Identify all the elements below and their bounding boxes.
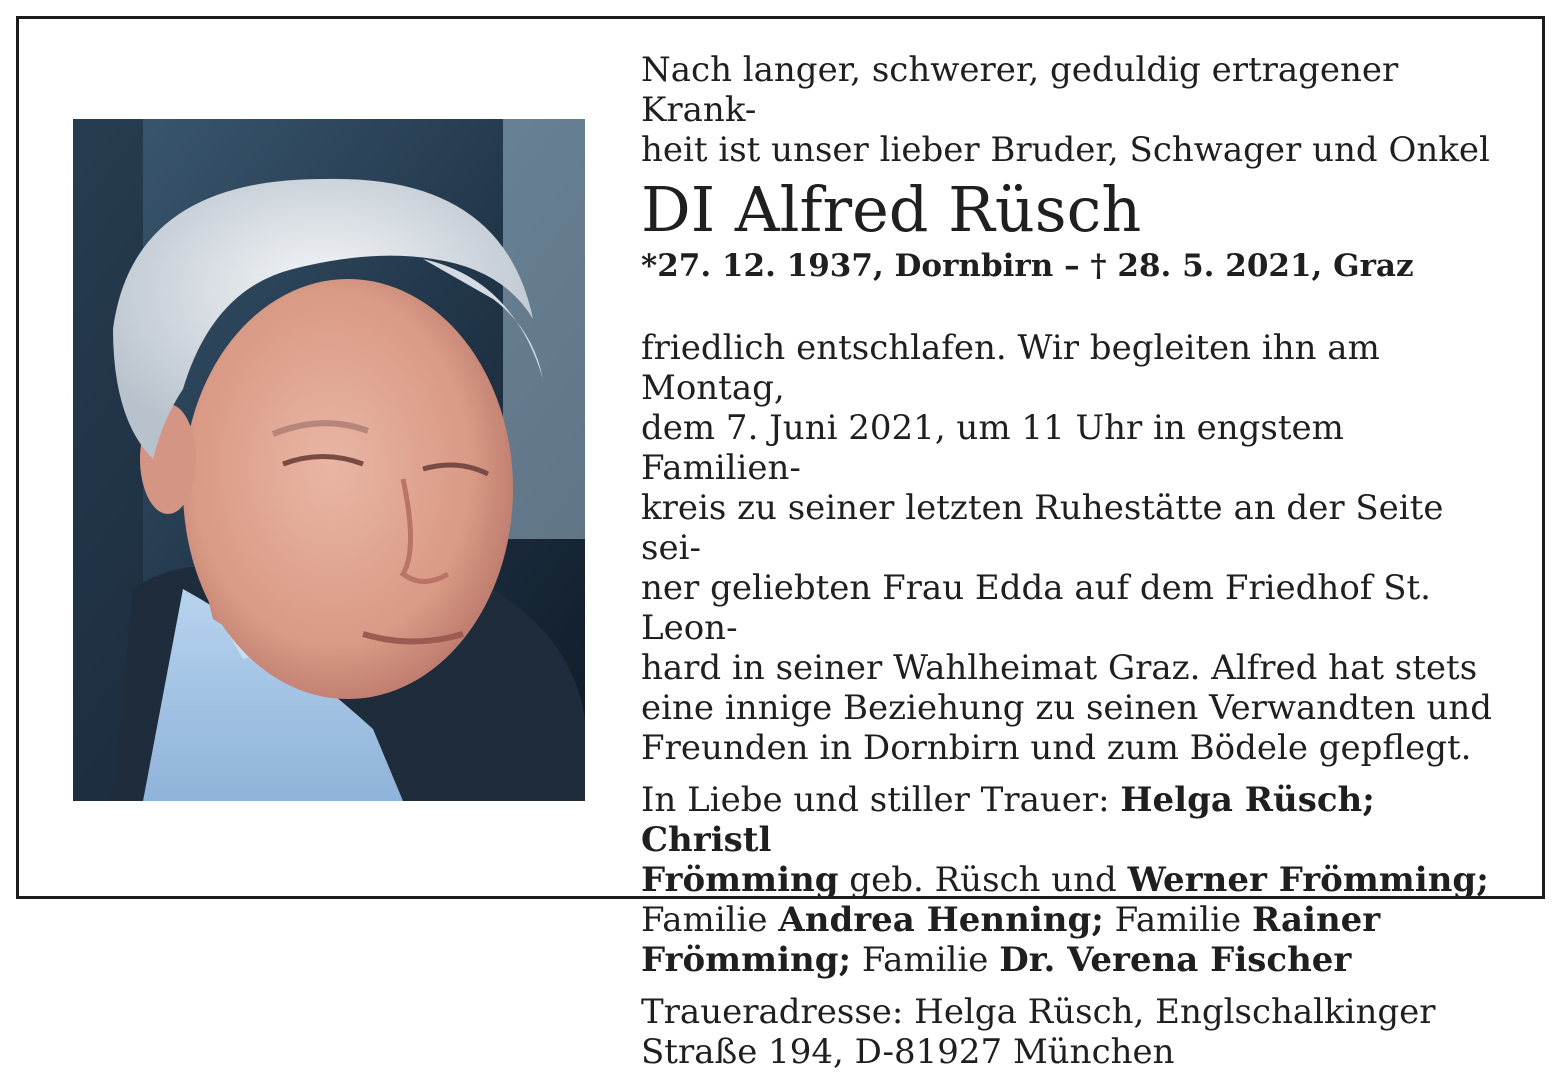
deceased-name: DI Alfred Rüsch <box>641 173 1142 246</box>
mourner-text: geb. Rüsch und <box>838 860 1128 900</box>
mourner-name: Dr. Verena Fischer <box>999 940 1352 980</box>
mourner-text: Familie <box>1103 900 1252 940</box>
mourner-name: Frömming <box>641 860 839 900</box>
mourning-address: Traueradresse: Helga Rüsch, Englschalkinger Straße 194, D-81927 München <box>641 992 1436 1072</box>
mourner-name: Helga Rüsch; Christl <box>641 780 1375 860</box>
mourner-text: Familie <box>851 940 1000 980</box>
portrait-image <box>73 119 585 801</box>
mourner-name: Werner Frömming; <box>1127 860 1489 900</box>
life-dates: *27. 12. 1937, Dornbirn – † 28. 5. 2021, Graz <box>641 248 1414 284</box>
mourner-text: Familie <box>641 900 779 940</box>
mourner-name: Frömming; <box>641 940 852 980</box>
intro-text: Nach langer, schwerer, geduldig ertragener Krank- heit ist unser lieber Bruder, Schwager und Onkel <box>641 50 1490 170</box>
mourner-name: Andrea Henning; <box>778 900 1104 940</box>
funeral-details: friedlich entschlafen. Wir begleiten ihn am Montag, dem 7. Juni 2021, um 11 Uhr in engstem Familien- kreis zu seiner letzten Ruhestätte an der Seite sei- ner geliebten Frau Edda auf dem Friedhof St. Leon- hard in seiner Wahlheimat Graz. Alfred hat stets eine innige Beziehung zu seinen Verwandten und Freunden in Dornbirn und zum Bödele gepflegt. <box>641 328 1493 768</box>
obituary-text <box>641 50 1511 1072</box>
mourners-prefix: In Liebe und stiller Trauer: <box>641 780 1121 820</box>
mourner-name: Rainer <box>1251 900 1381 940</box>
mourners-list <box>641 780 1511 980</box>
portrait-photo <box>73 119 585 801</box>
